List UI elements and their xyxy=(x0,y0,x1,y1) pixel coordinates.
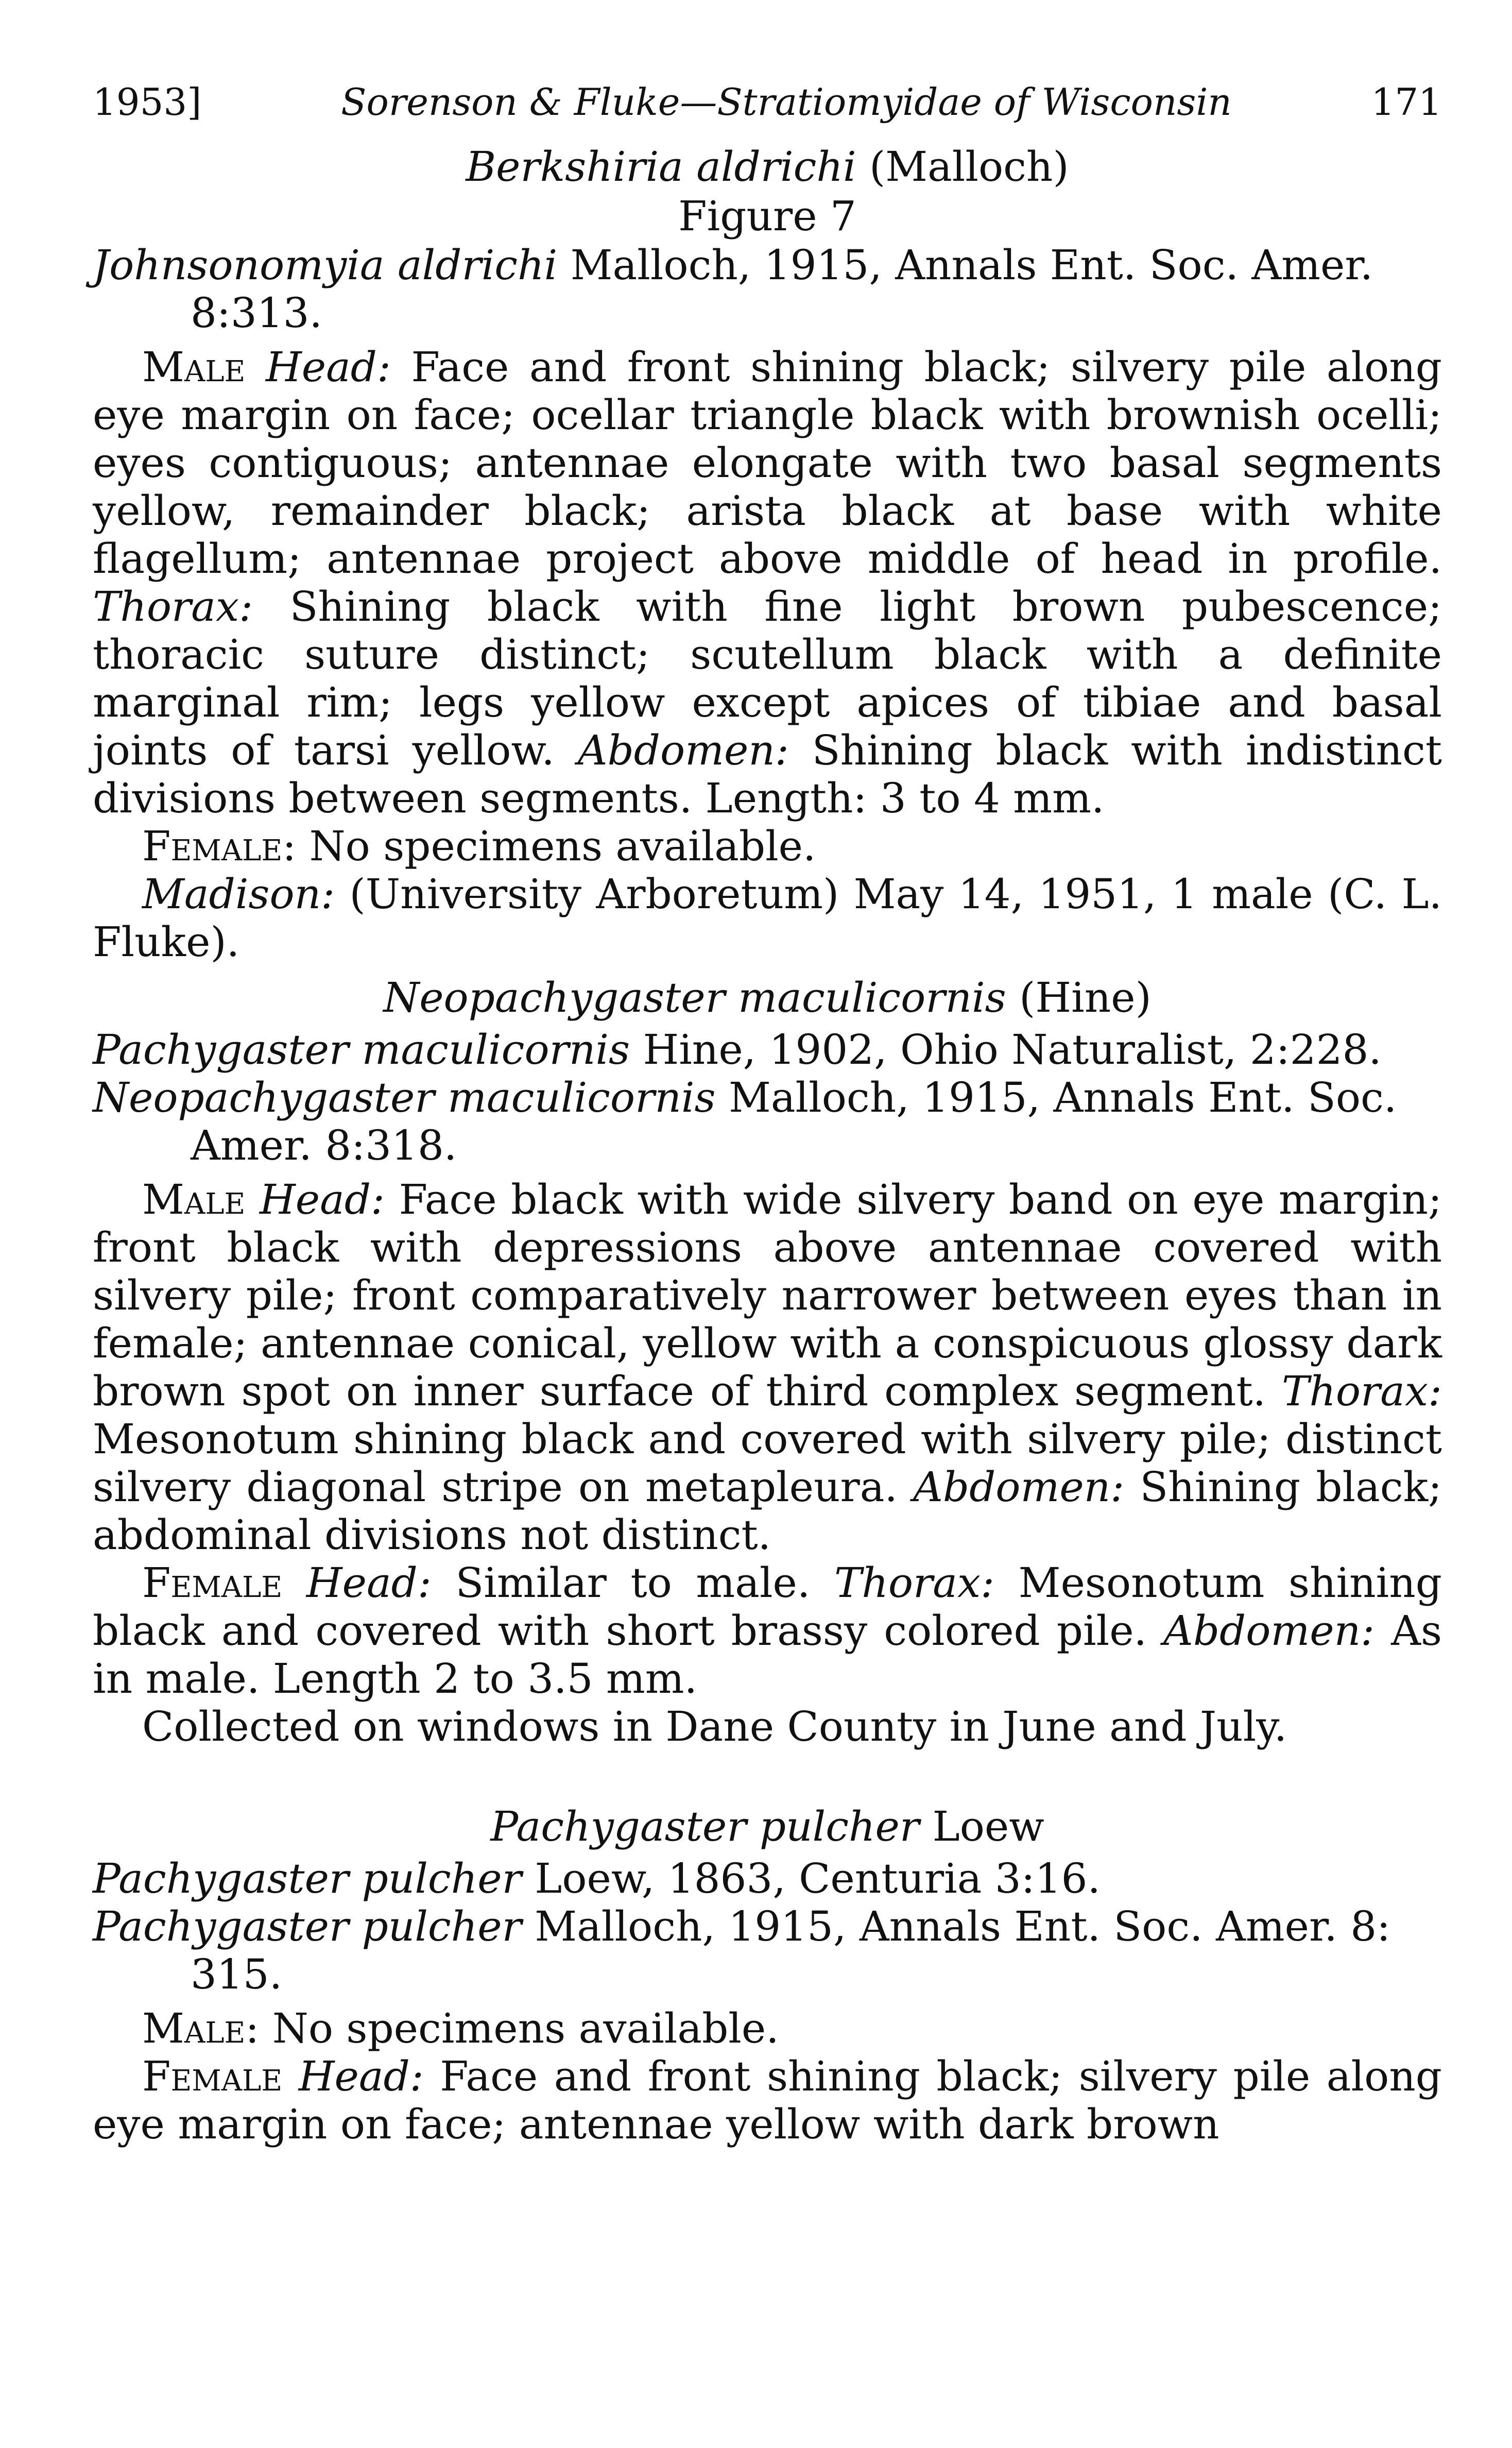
female-description xyxy=(93,1559,1442,1703)
collection-note: Collected on windows in Dane County in June and July. xyxy=(142,1703,1287,1750)
synonym-name: Pachygaster pulcher xyxy=(93,1902,522,1950)
female-label: Female xyxy=(142,2052,283,2100)
thorax-text: Shining black with fine light brown pubescence; thoracic suture distinct; scutellum black with a definite marginal rim; legs yellow except apices of tibiae and basal joints of tarsi yellow. xyxy=(93,583,1442,774)
female-description xyxy=(93,2052,1442,2148)
female-label: Female: xyxy=(142,822,297,870)
thorax-label: Thorax: xyxy=(93,583,253,631)
male-label: Male xyxy=(142,343,246,391)
species-section-neopachygaster xyxy=(93,973,1442,1750)
abdomen-label: Abdomen: xyxy=(577,726,789,774)
synonym-name: Neopachygaster maculicornis xyxy=(93,1074,716,1121)
species-name: Neopachygaster maculicornis xyxy=(383,974,1006,1022)
abdomen-label: Abdomen: xyxy=(913,1463,1125,1511)
abdomen-text: Shining black; abdominal divisions not distinct. xyxy=(93,1463,1442,1559)
synonym-name: Pachygaster pulcher xyxy=(93,1855,522,1902)
species-name: Pachygaster pulcher xyxy=(490,1803,920,1850)
species-author: (Hine) xyxy=(1019,974,1152,1022)
synonym-entry xyxy=(93,1074,1442,1169)
head-label: Head: xyxy=(298,2052,424,2100)
synonym-reference: Malloch, 1915, Annals Ent. Soc. Amer. 8:313. xyxy=(191,241,1373,337)
synonym-reference: Malloch, 1915, Annals Ent. Soc. Amer. 8: 315. xyxy=(191,1902,1391,1998)
male-description xyxy=(93,343,1442,822)
head-text: Face black with wide silvery band on eye margin; front black with depressions above antennae covered with silvery pile; front comparatively narrower between eyes than in female; antennae conical, yellow with a conspicuous glossy dark brown spot on inner surface of third complex segment. xyxy=(93,1176,1442,1415)
species-heading xyxy=(93,142,1442,192)
species-author: Loew xyxy=(932,1803,1044,1850)
thorax-label: Thorax: xyxy=(1281,1367,1442,1415)
female-description xyxy=(93,822,1442,870)
header-year: 1953] xyxy=(93,80,202,124)
head-label: Head: xyxy=(260,1176,385,1223)
abdomen-text: As in male. Length 2 to 3.5 mm. xyxy=(93,1607,1442,1703)
head-label: Head: xyxy=(265,343,391,391)
abdomen-label: Abdomen: xyxy=(1163,1607,1375,1655)
female-text: No specimens available. xyxy=(309,822,816,870)
record-text: (University Arboretum) May 14, 1951, 1 male (C. L. Fluke). xyxy=(93,870,1442,966)
male-label: Male xyxy=(142,1176,246,1223)
species-name: Berkshiria aldrichi xyxy=(466,143,856,191)
synonym-reference: Loew, 1863, Centuria 3:16. xyxy=(535,1855,1101,1902)
page xyxy=(93,77,1442,2148)
thorax-label: Thorax: xyxy=(834,1559,995,1607)
female-label: Female xyxy=(142,1559,283,1607)
male-description xyxy=(93,1176,1442,1559)
abdomen-text: Shining black with indistinct divisions between segments. Length: 3 to 4 mm. xyxy=(93,726,1442,822)
male-text: No specimens available. xyxy=(272,2004,779,2052)
header-title: Sorenson & Fluke—Stratiomyidae of Wisconsin xyxy=(341,80,1232,124)
synonym-name: Johnsonomyia aldrichi xyxy=(93,241,558,289)
head-label: Head: xyxy=(306,1559,432,1607)
species-section-berkshiria xyxy=(93,142,1442,966)
synonym-entry xyxy=(93,241,1442,337)
species-heading xyxy=(93,973,1442,1023)
species-heading xyxy=(93,1802,1442,1851)
figure-reference: Figure 7 xyxy=(678,192,856,240)
species-section-pachygaster xyxy=(93,1802,1442,2148)
running-header xyxy=(93,77,1442,139)
male-description xyxy=(93,2004,1442,2052)
record-place: Madison: xyxy=(142,870,335,918)
thorax-text: Mesonotum shining black and covered with short brassy colored pile. xyxy=(93,1559,1442,1655)
head-text: Similar to male. xyxy=(455,1559,811,1607)
thorax-text: Mesonotum shining black and covered with silvery pile; distinct silvery diagonal stripe on metapleura. xyxy=(93,1415,1442,1511)
head-text: Face and front shining black; silvery pile along eye margin on face; antennae yellow with dark brown xyxy=(93,2052,1442,2148)
head-text: Face and front shining black; silvery pile along eye margin on face; ocellar triangle black with brownish ocelli; eyes contiguous; antennae elongate with two basal segments yellow, remainder black; arista black at base with white flagellum; antennae project above middle of head in profile. xyxy=(93,343,1442,583)
synonym-entry xyxy=(93,1902,1442,1998)
collection-record xyxy=(93,870,1442,966)
synonym-reference: Hine, 1902, Ohio Naturalist, 2:228. xyxy=(643,1026,1382,1074)
male-label: Male: xyxy=(142,2004,260,2052)
species-author: (Malloch) xyxy=(869,143,1069,191)
synonym-reference: Malloch, 1915, Annals Ent. Soc. Amer. 8:318. xyxy=(191,1074,1397,1169)
header-page-number: 171 xyxy=(1371,80,1442,124)
synonym-entry xyxy=(93,1026,1442,1074)
synonym-entry xyxy=(93,1855,1442,1902)
synonym-name: Pachygaster maculicornis xyxy=(93,1026,630,1074)
